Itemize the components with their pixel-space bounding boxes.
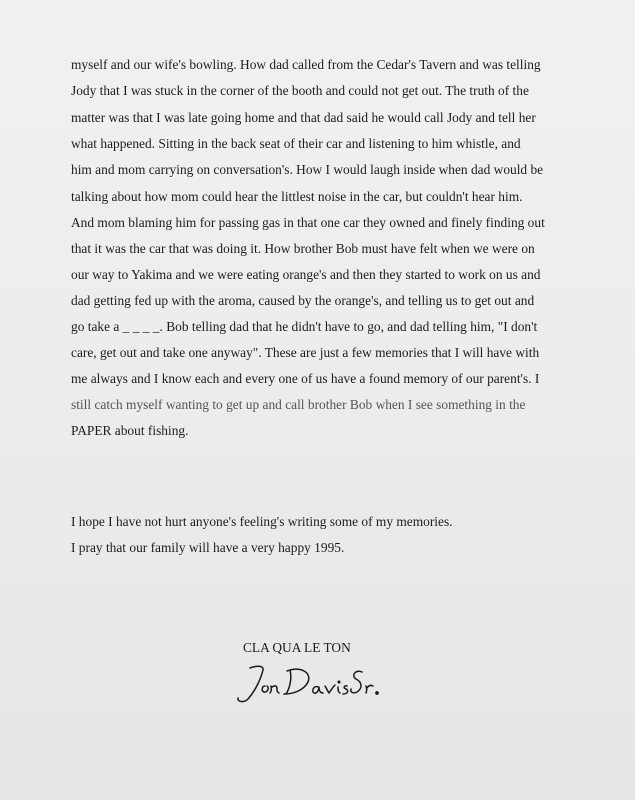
- paragraph-line: care, get out and take one anyway". These are just a few memories that I will have with: [71, 345, 540, 360]
- paragraph-line: PAPER about fishing.: [71, 423, 189, 438]
- paragraph-line: me always and I know each and every one of us have a found memory of our parent's. I: [71, 371, 540, 386]
- paragraph-line: dad getting fed up with the aroma, caused by the orange's, and telling us to get out and: [71, 293, 535, 308]
- paragraph-line: myself and our wife's bowling. How dad called from the Cedar's Tavern and was telling: [71, 57, 541, 72]
- signature-name-line: CLA QUA LE TON: [243, 640, 351, 655]
- paragraph-line: go take a _ _ _ _. Bob telling dad that he didn't have to go, and dad telling him, "I don't: [71, 319, 538, 334]
- closing-line: I pray that our family will have a very happy 1995.: [71, 540, 345, 555]
- closing-line: I hope I have not hurt anyone's feeling's writing some of my memories.: [71, 514, 453, 529]
- handwritten-signature: [232, 658, 382, 711]
- paragraph-line: still catch myself wanting to get up and call brother Bob when I see something in the: [71, 397, 526, 412]
- paragraph-line: talking about how mom could hear the littlest noise in the car, but couldn't hear him.: [71, 189, 523, 204]
- paragraph-line: matter was that I was late going home and that dad said he would call Jody and tell her: [71, 110, 536, 125]
- signature-icon: [232, 658, 382, 706]
- paragraph-line: what happened. Sitting in the back seat of their car and listening to him whistle, and: [71, 136, 521, 151]
- paragraph-line: And mom blaming him for passing gas in that one car they owned and finely finding out: [71, 215, 545, 230]
- paragraph-line: him and mom carrying on conversation's. How I would laugh inside when dad would be: [71, 162, 544, 177]
- paragraph-line: Jody that I was stuck in the corner of the booth and could not get out. The truth of the: [71, 83, 529, 98]
- paragraph-line: that it was the car that was doing it. How brother Bob must have felt when we were on: [71, 241, 535, 256]
- paragraph-line: our way to Yakima and we were eating orange's and then they started to work on us and: [71, 267, 541, 282]
